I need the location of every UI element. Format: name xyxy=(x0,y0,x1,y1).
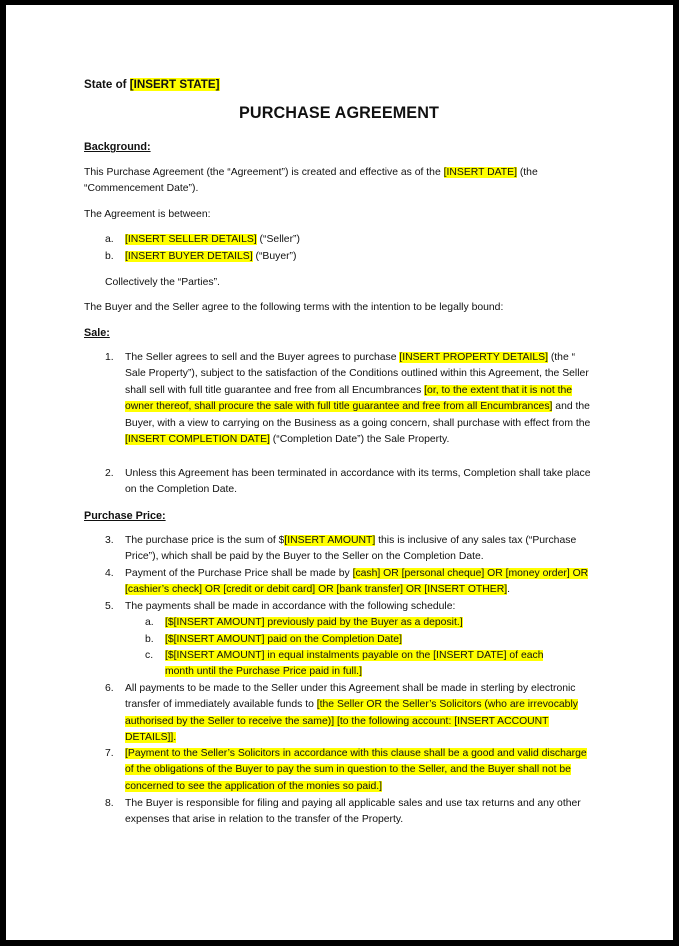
state-placeholder: [INSERT STATE] xyxy=(129,78,220,91)
encumbrance-option: [or, to the extent that it is not the owner thereof, shall procure the sale with full title guarantee and free from all Encumbrances] xyxy=(125,384,573,413)
document-title: PURCHASE AGREEMENT xyxy=(239,104,439,122)
state-line xyxy=(84,77,220,93)
document-page: State of [INSERT STATE] PURCHASE AGREEMENT Background: This Purchase Agreement (the “Agreement”) is created and effective as of the [INSERT DATE] (the “Commencement Date”). The Agreement is between: a. [INSERT SELLER DETAILS] (“Seller”) b. [INSERT BUYER DETAILS] (“Buyer”) Collectively the “Parties”. The Buyer and the Seller agree to the following terms with the intention to be legally bound: Sale: 1. The Seller agrees to sell and the Buyer agrees to purchase [INSERT PROPERTY DETAILS] (the “ Sale Property”), subject to the satisfaction of the Conditions outlined within this Agreement, the Seller shall sell with full title guarantee and free from all Encumbrances [or, to the extent that it is not the owner thereof, shall procure the sale with full title guarantee and free from all Encumbrances] and the Buyer, with a view to carrying on the Business as a going concern, shall purchase with effect from the [INSERT COMPLETION DATE] (“Completion Date”) the Sale Property. 2. Unless this Agreement has been terminated in accordance with its terms, Completion shall take place on the Completion Date. Purchase Price: 3. The purchase price is the sum of $[INSERT AMOUNT] this is inclusive of any sales tax (“Purchase Price”), which shall be paid by the Buyer to the Seller on the Completion Date. 4. Payment of the Purchase Price shall be made by [cash] OR [personal cheque] OR [money order] OR [cashier’s check] OR [credit or debit card] OR [bank transfer] OR [INSERT OTHER]. 5. The payments shall be made in accordance with the following schedule: a. [$[INSERT AMOUNT] previously paid by the Buyer as a deposit.] b. [$[INSERT AMOUNT] paid on the Completion Date] c. [$[INSERT AMOUNT] in equal instalments payable on the [INSERT DATE] of each month until the Purchase Price paid in full.] 6. All payments to be made to the Seller under this Agreement shall be made in sterling by electronic transfer of immediately available funds to [the Seller OR the Seller’s Solicitors (who are irrevocably authorised by the Seller to receive the same)] [to the following account: [INSERT ACCOUNT DETAILS]]. 7. [Payment to the Seller’s Solicitors in accordance with this clause shall be a good and valid discharge of the obligations of the Buyer to pay the sum in question to the Seller, and the Buyer shall not be concerned to see the application of the monies so paid.] 8. The Buyer is responsible for filing and paying all applicable sales and use tax returns and any other expenses that arise in relation to the transfer of the Property. xyxy=(6,5,673,940)
intro-paragraph: This Purchase Agreement (the “Agreement”) is created and effective as of the [INSERT DATE] (the “Commencement Date”). xyxy=(84,167,538,195)
agree-text: The Buyer and the Seller agree to the following terms with the intention to be legally bound: xyxy=(84,302,504,313)
payee-placeholder: [the Seller OR the Seller’s Solicitors (who are irrevocably authorised by the Seller to receive the same)] [to the following account: [INSERT ACCOUNT DETAILS]]. xyxy=(125,699,578,744)
seller-placeholder: [INSERT SELLER DETAILS] xyxy=(125,234,257,245)
collectively-text: Collectively the “Parties”. xyxy=(105,277,220,288)
buyer-placeholder: [INSERT BUYER DETAILS] xyxy=(125,251,253,262)
sale-heading: Sale: xyxy=(84,327,110,339)
state-label: State of xyxy=(84,78,127,91)
purchase-price-heading: Purchase Price: xyxy=(84,510,166,522)
payment-methods-placeholder: [cash] OR [personal cheque] OR [money order] OR [cashier’s check] OR [credit or debit card] OR [bank transfer] OR [INSERT OTHER] xyxy=(125,568,589,596)
amount-placeholder: [INSERT AMOUNT] xyxy=(284,535,376,546)
background-heading: Background: xyxy=(84,141,151,153)
between-text: The Agreement is between: xyxy=(84,209,211,220)
commencement-date-placeholder: [INSERT DATE] xyxy=(443,167,517,178)
property-placeholder: [INSERT PROPERTY DETAILS] xyxy=(399,352,548,363)
completion-date-placeholder: [INSERT COMPLETION DATE] xyxy=(125,434,270,446)
